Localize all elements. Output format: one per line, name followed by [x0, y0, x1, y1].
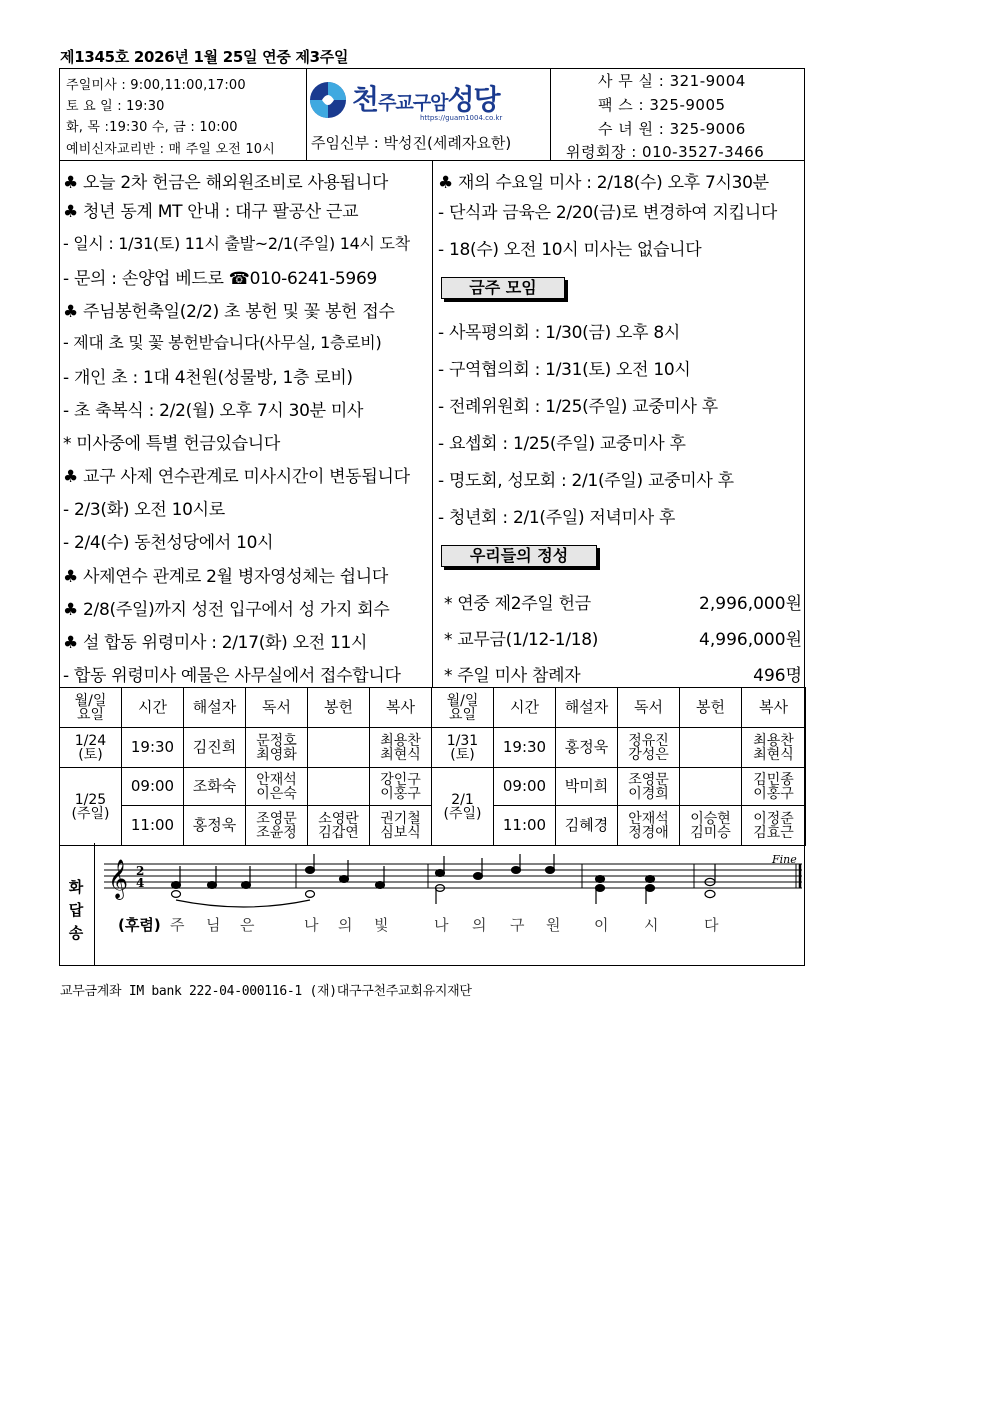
meeting-item: - 전례위원회 : 1/25(주일) 교중미사 후 [438, 397, 718, 417]
offering-label: * 주일 미사 참례자 [444, 666, 581, 686]
lyric-syllable: 시 [644, 916, 659, 934]
meeting-item: - 요셉회 : 1/25(주일) 교중미사 후 [438, 434, 686, 454]
lyric-syllable: 다 [704, 916, 719, 934]
lyric-syllable: 주 [170, 916, 185, 934]
notice-line: ♣ 설 합동 위령미사 : 2/17(화) 오전 11시 [63, 633, 368, 653]
cell-reading: 안재석 정경애 [618, 806, 680, 846]
lyric-syllable: 빛 [374, 916, 389, 934]
table-row [60, 728, 806, 768]
cell-time: 11:00 [122, 806, 184, 846]
meeting-item: - 구역협의회 : 1/31(토) 오전 10시 [438, 360, 691, 380]
cell-date: 1/31 (토) [432, 728, 494, 768]
mass-time-weekday: 화, 목 :19:30 수, 금 : 10:00 [66, 120, 238, 135]
col-header-commentator: 해설자 [556, 688, 618, 728]
mass-time-saturday: 토 요 일 : 19:30 [66, 99, 165, 114]
lyric-syllable: 이 [594, 916, 609, 934]
notice-line: ♣ 사제연수 관계로 2월 병자영성체는 쉽니다 [63, 567, 389, 587]
lyric-syllable: 님 [206, 916, 221, 934]
parish-logo [308, 78, 548, 128]
cell-time: 11:00 [494, 806, 556, 846]
col-header-server: 복사 [742, 688, 806, 728]
logo-wordmark: 천주교구암성당 [352, 83, 500, 116]
cell-time: 19:30 [122, 728, 184, 768]
cell-commentator: 홍정욱 [556, 728, 618, 768]
notice-line: - 개인 초 : 1대 4천원(성물방, 1층 로비) [63, 368, 353, 388]
cell-commentator: 박미희 [556, 768, 618, 806]
notice-line: - 2/4(수) 동천성당에서 10시 [63, 533, 274, 553]
notice-line: - 18(수) 오전 10시 미사는 없습니다 [438, 240, 702, 260]
notice-line: - 단식과 금육은 2/20(금)로 변경하여 지킵니다 [438, 203, 777, 223]
notice-line: ♣ 청년 동계 MT 안내 : 대구 팔공산 근교 [63, 202, 359, 222]
col-header-time: 시간 [122, 688, 184, 728]
offering-label: * 연중 제2주일 헌금 [444, 594, 591, 614]
cell-offering [308, 768, 370, 806]
cell-reading: 정유진 강성은 [618, 728, 680, 768]
catechumen-class: 예비신자교리반 : 매 주일 오전 10시 [66, 142, 276, 157]
cell-commentator: 조화숙 [184, 768, 246, 806]
lyric-syllable: 의 [338, 916, 353, 934]
offering-label: * 교무금(1/12-1/18) [444, 630, 599, 650]
meetings-heading: 금주 모임 [441, 277, 565, 299]
liturgy-schedule-table [59, 687, 806, 846]
divider [550, 69, 551, 161]
logo-url: https://guam1004.co.kr [420, 114, 503, 122]
col-header-date: 월/일 요일 [432, 688, 494, 728]
cell-date: 2/1 (주일) [432, 768, 494, 846]
col-header-time: 시간 [494, 688, 556, 728]
offering-value: 2,996,000원 [699, 594, 802, 614]
lyric-syllable: 의 [472, 916, 487, 934]
col-header-reading: 독서 [246, 688, 308, 728]
offering-value: 4,996,000원 [699, 630, 802, 650]
col-header-date: 월/일 요일 [60, 688, 122, 728]
cell-time: 09:00 [494, 768, 556, 806]
cell-server: 강인구 이홍구 [370, 768, 432, 806]
cell-reading: 조영문 조윤정 [246, 806, 308, 846]
cell-time: 09:00 [122, 768, 184, 806]
table-row [60, 768, 806, 806]
svg-text:𝄞: 𝄞 [108, 859, 129, 899]
cell-time: 19:30 [494, 728, 556, 768]
col-header-reading: 독서 [618, 688, 680, 728]
cell-server: 최용찬 최현식 [370, 728, 432, 768]
svg-text:4: 4 [136, 876, 145, 890]
notice-line: ♣ 재의 수요일 미사 : 2/18(수) 오후 7시30분 [438, 173, 769, 193]
cell-offering [680, 768, 742, 806]
cell-server: 최용찬 최현식 [742, 728, 806, 768]
notice-line: ♣ 오늘 2차 헌금은 해외원조비로 사용됩니다 [63, 173, 389, 193]
cell-reading: 문정호 최영화 [246, 728, 308, 768]
cell-offering: 소영란 김갑연 [308, 806, 370, 846]
cell-commentator: 김진희 [184, 728, 246, 768]
pastor: 주임신부 : 박성진(세례자요한) [311, 134, 512, 152]
notice-line: - 문의 : 손양업 베드로 ☎010-6241-5969 [63, 269, 377, 289]
cell-server: 권기철 심보식 [370, 806, 432, 846]
lyric-syllable: 은 [240, 916, 255, 934]
offerings-heading: 우리들의 정성 [441, 545, 597, 567]
notice-line: - 합동 위령미사 예물은 사무실에서 접수합니다 [63, 666, 401, 686]
notice-line: - 초 축복식 : 2/2(월) 오후 7시 30분 미사 [63, 401, 364, 421]
divider [306, 69, 307, 161]
notice-line: - 2/3(화) 오전 10시로 [63, 500, 225, 520]
issue-line: 제1345호 2026년 1월 25일 연중 제3주일 [60, 48, 349, 66]
cell-offering: 이승현 김미승 [680, 806, 742, 846]
cell-server: 이정준 김효근 [742, 806, 806, 846]
psalm-label: 화 답 송 [68, 878, 84, 942]
cell-server: 김민종 이홍구 [742, 768, 806, 806]
parish-emblem-icon [308, 80, 348, 120]
cell-commentator: 홍정욱 [184, 806, 246, 846]
cell-reading: 안재석 이은숙 [246, 768, 308, 806]
col-header-offering: 봉헌 [308, 688, 370, 728]
office-phone: 사 무 실 : 321-9004 [598, 72, 746, 90]
refrain-label: (후렴) [118, 916, 161, 934]
lyric-syllable: 원 [546, 916, 561, 934]
notice-line: - 일시 : 1/31(토) 11시 출발~2/1(주일) 14시 도착 [63, 234, 410, 253]
lyric-syllable: 나 [434, 916, 449, 934]
fine-mark: Fine [772, 853, 797, 866]
notice-line: * 미사중에 특별 헌금있습니다 [63, 434, 280, 454]
cell-offering [308, 728, 370, 768]
divider [432, 161, 433, 687]
offering-value: 496명 [753, 666, 802, 686]
col-header-server: 복사 [370, 688, 432, 728]
notice-line: ♣ 2/8(주일)까지 성전 입구에서 성 가지 회수 [63, 600, 390, 620]
meeting-item: - 명도회, 성모회 : 2/1(주일) 교중미사 후 [438, 471, 734, 491]
funeral-committee-phone: 위령회장 : 010-3527-3466 [566, 143, 765, 161]
svg-text:2: 2 [136, 864, 145, 878]
col-header-offering: 봉헌 [680, 688, 742, 728]
cell-date: 1/24 (토) [60, 728, 122, 768]
notice-line: - 제대 초 및 꽃 봉헌받습니다(사무실, 1층로비) [63, 333, 382, 352]
fax: 팩 스 : 325-9005 [598, 96, 726, 114]
cell-date: 1/25 (주일) [60, 768, 122, 846]
convent-phone: 수 녀 원 : 325-9006 [598, 120, 746, 138]
col-header-commentator: 해설자 [184, 688, 246, 728]
table-header-row [60, 688, 806, 728]
account-footer: 교무금계좌 IM bank 222-04-000116-1 (재)대구구천주교회유지재단 [60, 984, 472, 999]
meeting-item: - 사목평의회 : 1/30(금) 오후 8시 [438, 323, 681, 343]
cell-offering [680, 728, 742, 768]
cell-reading: 조영문 이경희 [618, 768, 680, 806]
notice-line: ♣ 교구 사제 연수관계로 미사시간이 변동됩니다 [63, 467, 410, 487]
psalm-music-staff [94, 846, 804, 916]
notice-line: ♣ 주님봉헌축일(2/2) 초 봉헌 및 꽃 봉헌 접수 [63, 302, 395, 322]
lyric-syllable: 나 [304, 916, 319, 934]
meeting-item: - 청년회 : 2/1(주일) 저녁미사 후 [438, 508, 676, 528]
cell-commentator: 김혜경 [556, 806, 618, 846]
lyric-syllable: 구 [510, 916, 525, 934]
mass-time-sunday: 주일미사 : 9:00,11:00,17:00 [66, 78, 246, 93]
